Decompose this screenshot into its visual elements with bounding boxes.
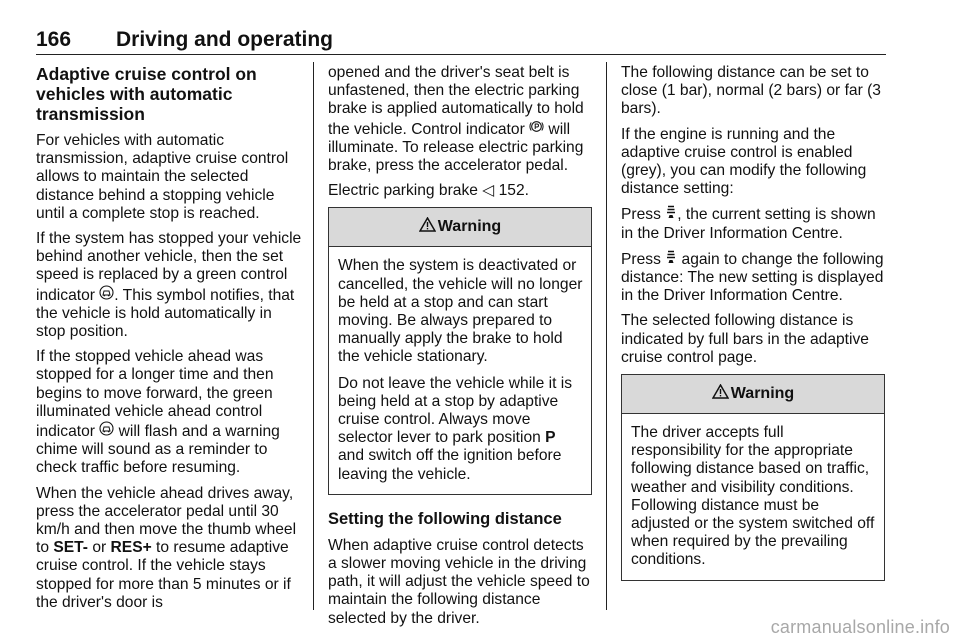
warning-box xyxy=(621,374,885,581)
column-divider-2 xyxy=(606,62,607,610)
warning-triangle-icon xyxy=(712,384,729,404)
paragraph: For vehicles with automatic transmission, adaptive cruise control allows to maintain the selected distance behind a stopping vehicle until a complete stop is reached. xyxy=(36,132,289,222)
vehicle-ahead-icon xyxy=(99,285,114,302)
warning-header xyxy=(622,375,884,414)
paragraph: opened and the driver's seat belt is unfastened, then the electric parking brake is applied automatically to hold the vehicle. Control indicator will illuminate. To release electric parking brake, press the accelerator pedal. xyxy=(328,64,584,175)
warning-text: When the system is deactivated or cancelled, the vehicle will no longer be held at a stop and can start moving. Be always prepared to manually apply the brake to hold the vehicle stationary. xyxy=(338,257,583,366)
subsection-title: Setting the following distance xyxy=(328,509,562,528)
warning-title: Warning xyxy=(730,384,795,402)
park-position-label: P xyxy=(545,429,556,447)
warning-header xyxy=(329,208,591,247)
paragraph: If the system has stopped your vehicle behind another vehicle, then the set speed is replaced by a green control indicator . This symbol notifies, that the vehicle is hold automatically in stop position. xyxy=(36,230,302,341)
column-divider-1 xyxy=(313,62,314,610)
watermark: carmanualsonline.info xyxy=(770,617,950,637)
page-reference-icon: ◁ xyxy=(482,182,495,200)
header-divider xyxy=(36,54,886,55)
page-header xyxy=(36,28,886,54)
chapter-title: Driving and operating xyxy=(116,28,334,51)
warning-triangle-icon xyxy=(419,217,436,237)
paragraph: If the engine is running and the adaptive cruise control is enabled (grey), you can modify the following distance setting: xyxy=(621,125,867,198)
paragraph: Press again to change the following distance: The new setting is displayed in the Driver Information Centre. xyxy=(621,250,884,305)
parking-brake-icon xyxy=(529,119,544,136)
paragraph: When adaptive cruise control detects a slower moving vehicle in the driving path, it will adjust the vehicle speed to maintain the following distance selected by the driver. xyxy=(328,536,590,627)
vehicle-ahead-icon xyxy=(99,421,114,438)
following-distance-icon xyxy=(665,205,677,221)
warning-title: Warning xyxy=(437,218,502,236)
paragraph: Press , the current setting is shown in the Driver Information Centre. xyxy=(621,206,876,242)
page-number: 166 xyxy=(36,28,72,51)
set-minus-label: SET- xyxy=(53,539,89,557)
paragraph: If the stopped vehicle ahead was stopped for a longer time and then begins to move forward, the green illuminated vehicle ahead control indicator will flash and a warning chime will sound as a reminder to check traffic before resuming. xyxy=(36,348,280,477)
column-3 xyxy=(621,64,885,593)
column-1 xyxy=(36,64,304,619)
paragraph: The selected following distance is indicated by full bars in the adaptive cruise control page. xyxy=(621,312,869,366)
column-2 xyxy=(328,64,592,635)
warning-body xyxy=(329,247,591,493)
paragraph: When the vehicle ahead drives away, press the accelerator pedal until 30 km/h and then move the thumb wheel to SET- or RES+ to resume adaptive cruise control. If the vehicle stays stopped for more than 5 minutes or if the driver's door is xyxy=(36,484,297,611)
warning-box xyxy=(328,207,592,494)
paragraph: Electric parking brake ◁ 152. xyxy=(328,182,529,200)
paragraph: The following distance can be set to close (1 bar), normal (2 bars) or far (3 bars). xyxy=(621,64,881,118)
res-plus-label: RES+ xyxy=(110,539,152,557)
section-title: Adaptive cruise control on vehicles with automatic transmission xyxy=(36,64,257,124)
following-distance-icon xyxy=(665,250,677,266)
warning-body xyxy=(622,414,884,580)
warning-text: Do not leave the vehicle while it is being held at a stop by adaptive cruise control. Always move selector lever to park position P and switch off the ignition before leaving the vehicle. xyxy=(338,374,573,483)
warning-text: The driver accepts full responsibility for the appropriate following distance based on traffic, weather and visibility conditions. Following distance must be adjusted or the system switched off when required by the prevailing conditions. xyxy=(631,424,875,569)
